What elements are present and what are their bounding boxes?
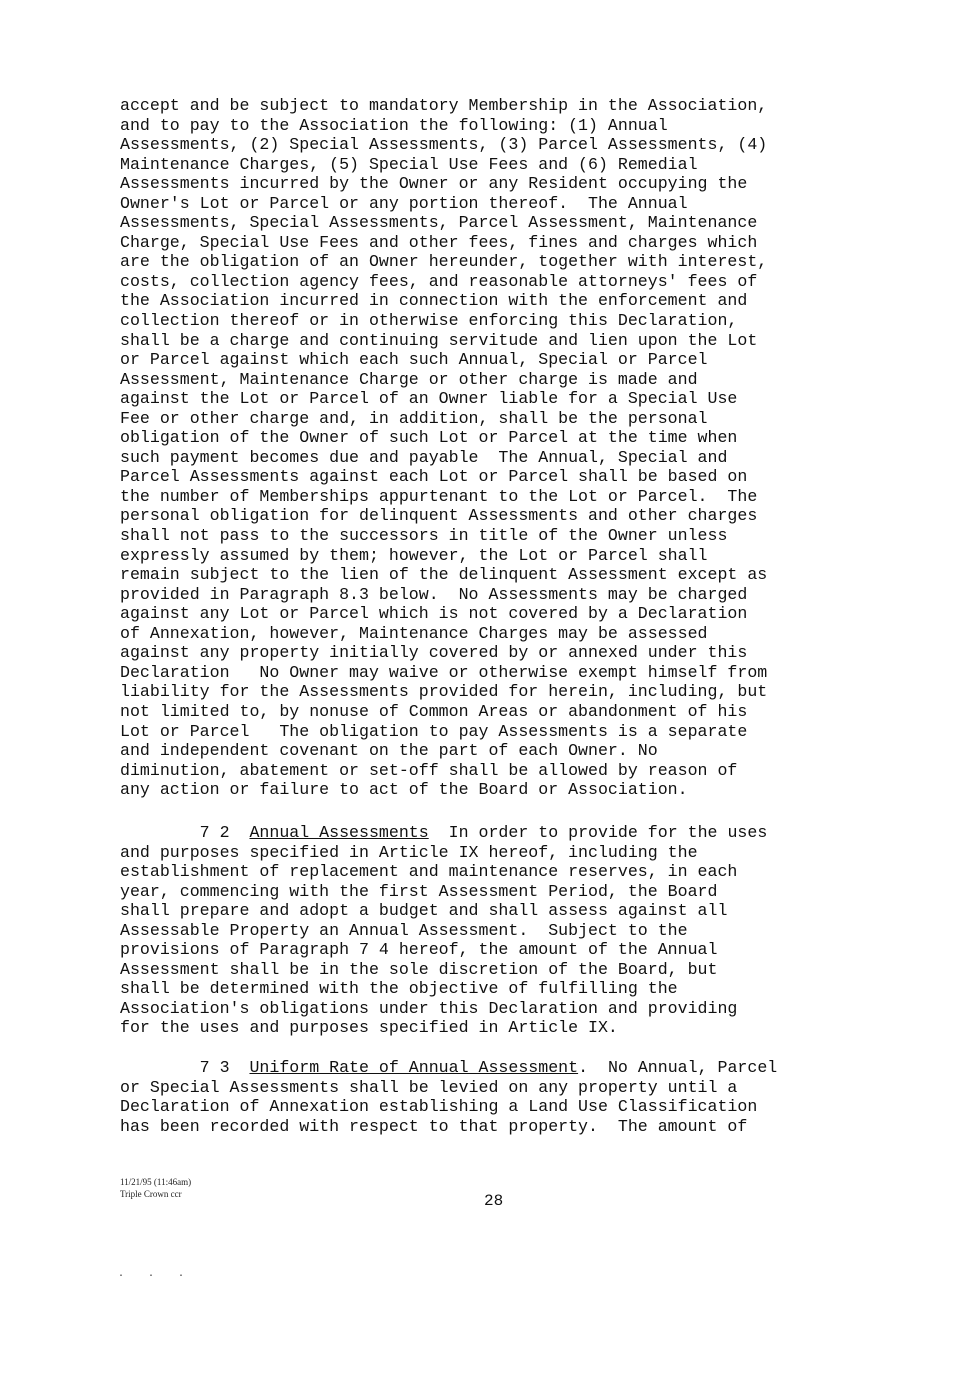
paragraph-1-line: and independent covenant on the part of each Owner. No	[120, 741, 658, 761]
section-7-2-line: Association's obligations under this Declaration and providing	[120, 998, 738, 1018]
section-7-3-body	[120, 1078, 880, 1137]
section-7-3-number: 7 3	[199, 1058, 230, 1077]
paragraph-1-line: Owner's Lot or Parcel or any portion thereof. The Annual	[120, 193, 688, 213]
section-7-2-line: Assessable Property an Annual Assessment. Subject to the	[120, 920, 688, 940]
section-7-2-first-line-text: In order to provide for the uses	[448, 823, 768, 842]
paragraph-1-line: the Association incurred in connection with the enforcement and	[120, 291, 748, 311]
paragraph-1-line: Assessment, Maintenance Charge or other charge is made and	[120, 369, 698, 389]
paragraph-1-line: Assessments incurred by the Owner or any Resident occupying the	[120, 174, 748, 194]
paragraph-1-line: Charge, Special Use Fees and other fees, fines and charges which	[120, 232, 758, 252]
section-7-2-annual-assessments	[120, 823, 880, 1038]
scan-specks: . . .	[118, 1269, 185, 1280]
paragraph-1-line: accept and be subject to mandatory Membership in the Association,	[120, 96, 768, 115]
paragraph-1-line: collection thereof or in otherwise enforcing this Declaration,	[120, 311, 738, 331]
footer-date-stamp: 11/21/95 (11:46am)	[120, 1177, 192, 1187]
paragraph-1-line: Fee or other charge and, in addition, shall be the personal	[120, 408, 708, 428]
section-7-2-body	[120, 843, 880, 1038]
section-7-2-line: for the uses and purposes specified in Article IX.	[120, 1018, 618, 1038]
paragraph-1-line: are the obligation of an Owner hereunder, together with interest,	[120, 252, 768, 272]
section-7-3-uniform-rate	[120, 1058, 880, 1136]
section-7-2-line: shall prepare and adopt a budget and shall assess against all	[120, 901, 728, 921]
section-7-3-first-line	[120, 1058, 880, 1078]
footer-file-stamp	[120, 1176, 191, 1200]
footer-file-name: Triple Crown ccr	[120, 1189, 182, 1199]
paragraph-1-line: against any property initially covered by or annexed under this	[120, 643, 748, 663]
paragraph-1-line: of Annexation, however, Maintenance Charges may be assessed	[120, 623, 708, 643]
paragraph-1-line: remain subject to the lien of the delinquent Assessment except as	[120, 565, 768, 585]
section-7-3-line: Declaration of Annexation establishing a Land Use Classification	[120, 1097, 758, 1117]
paragraph-1-line: shall not pass to the successors in title of the Owner unless	[120, 526, 728, 546]
section-7-3-line: has been recorded with respect to that property. The amount of	[120, 1116, 748, 1136]
page-number: 28	[484, 1192, 504, 1210]
section-7-2-number: 7 2	[199, 823, 230, 842]
paragraph-1-line: expressly assumed by them; however, the Lot or Parcel shall	[120, 545, 708, 565]
paragraph-1-line: provided in Paragraph 8.3 below. No Assessments may be charged	[120, 584, 748, 604]
paragraph-1-line: against the Lot or Parcel of an Owner liable for a Special Use	[120, 389, 738, 409]
paragraph-1-line: not limited to, by nonuse of Common Areas or abandonment of his	[120, 701, 748, 721]
paragraph-1-line: any action or failure to act of the Board or Association.	[120, 780, 688, 800]
section-7-2-heading: Annual Assessments	[249, 823, 429, 842]
section-7-3-line: or Special Assessments shall be levied on any property until a	[120, 1077, 738, 1097]
paragraph-1-line: and to pay to the Association the following: (1) Annual	[120, 115, 668, 135]
paragraph-1-line: diminution, abatement or set-off shall be allowed by reason of	[120, 760, 738, 780]
paragraph-1-line: shall be a charge and continuing servitude and lien upon the Lot	[120, 330, 758, 350]
paragraph-1-line: such payment becomes due and payable The Annual, Special and	[120, 447, 728, 467]
paragraph-1-line: Parcel Assessments against each Lot or Parcel shall be based on	[120, 467, 748, 487]
section-7-2-line: shall be determined with the objective of fulfilling the	[120, 979, 678, 999]
section-7-2-line: provisions of Paragraph 7 4 hereof, the amount of the Annual	[120, 940, 718, 960]
paragraph-1-line: Assessments, (2) Special Assessments, (3) Parcel Assessments, (4)	[120, 135, 768, 155]
paragraph-1-line: Assessments, Special Assessments, Parcel Assessment, Maintenance	[120, 213, 758, 233]
section-7-2-first-line	[120, 823, 880, 843]
section-7-3-first-line-text: . No Annual, Parcel	[578, 1058, 778, 1077]
paragraph-1-line: Maintenance Charges, (5) Special Use Fees and (6) Remedial	[120, 154, 698, 174]
paragraph-1-line: the number of Memberships appurtenant to the Lot or Parcel. The	[120, 486, 758, 506]
section-7-2-line: year, commencing with the first Assessment Period, the Board	[120, 881, 718, 901]
section-7-2-line: and purposes specified in Article IX hereof, including the	[120, 842, 698, 862]
paragraph-1-line: personal obligation for delinquent Assessments and other charges	[120, 506, 758, 526]
paragraph-1-line: or Parcel against which each such Annual, Special or Parcel	[120, 350, 708, 370]
paragraph-1-line: Lot or Parcel The obligation to pay Assessments is a separate	[120, 721, 748, 741]
paragraph-1-line: obligation of the Owner of such Lot or Parcel at the time when	[120, 428, 738, 448]
section-7-2-line: Assessment shall be in the sole discretion of the Board, but	[120, 959, 718, 979]
section-7-3-heading: Uniform Rate of Annual Assessment	[249, 1058, 579, 1077]
paragraph-1-line: against any Lot or Parcel which is not covered by a Declaration	[120, 604, 748, 624]
section-7-2-line: establishment of replacement and maintenance reserves, in each	[120, 862, 738, 882]
paragraph-1-line: liability for the Assessments provided for herein, including, but	[120, 682, 768, 702]
paragraph-1-line: Declaration No Owner may waive or otherwise exempt himself from	[120, 662, 768, 682]
paragraph-1-line: costs, collection agency fees, and reasonable attorneys' fees of	[120, 271, 758, 291]
paragraph-assessments-obligation	[120, 96, 880, 800]
